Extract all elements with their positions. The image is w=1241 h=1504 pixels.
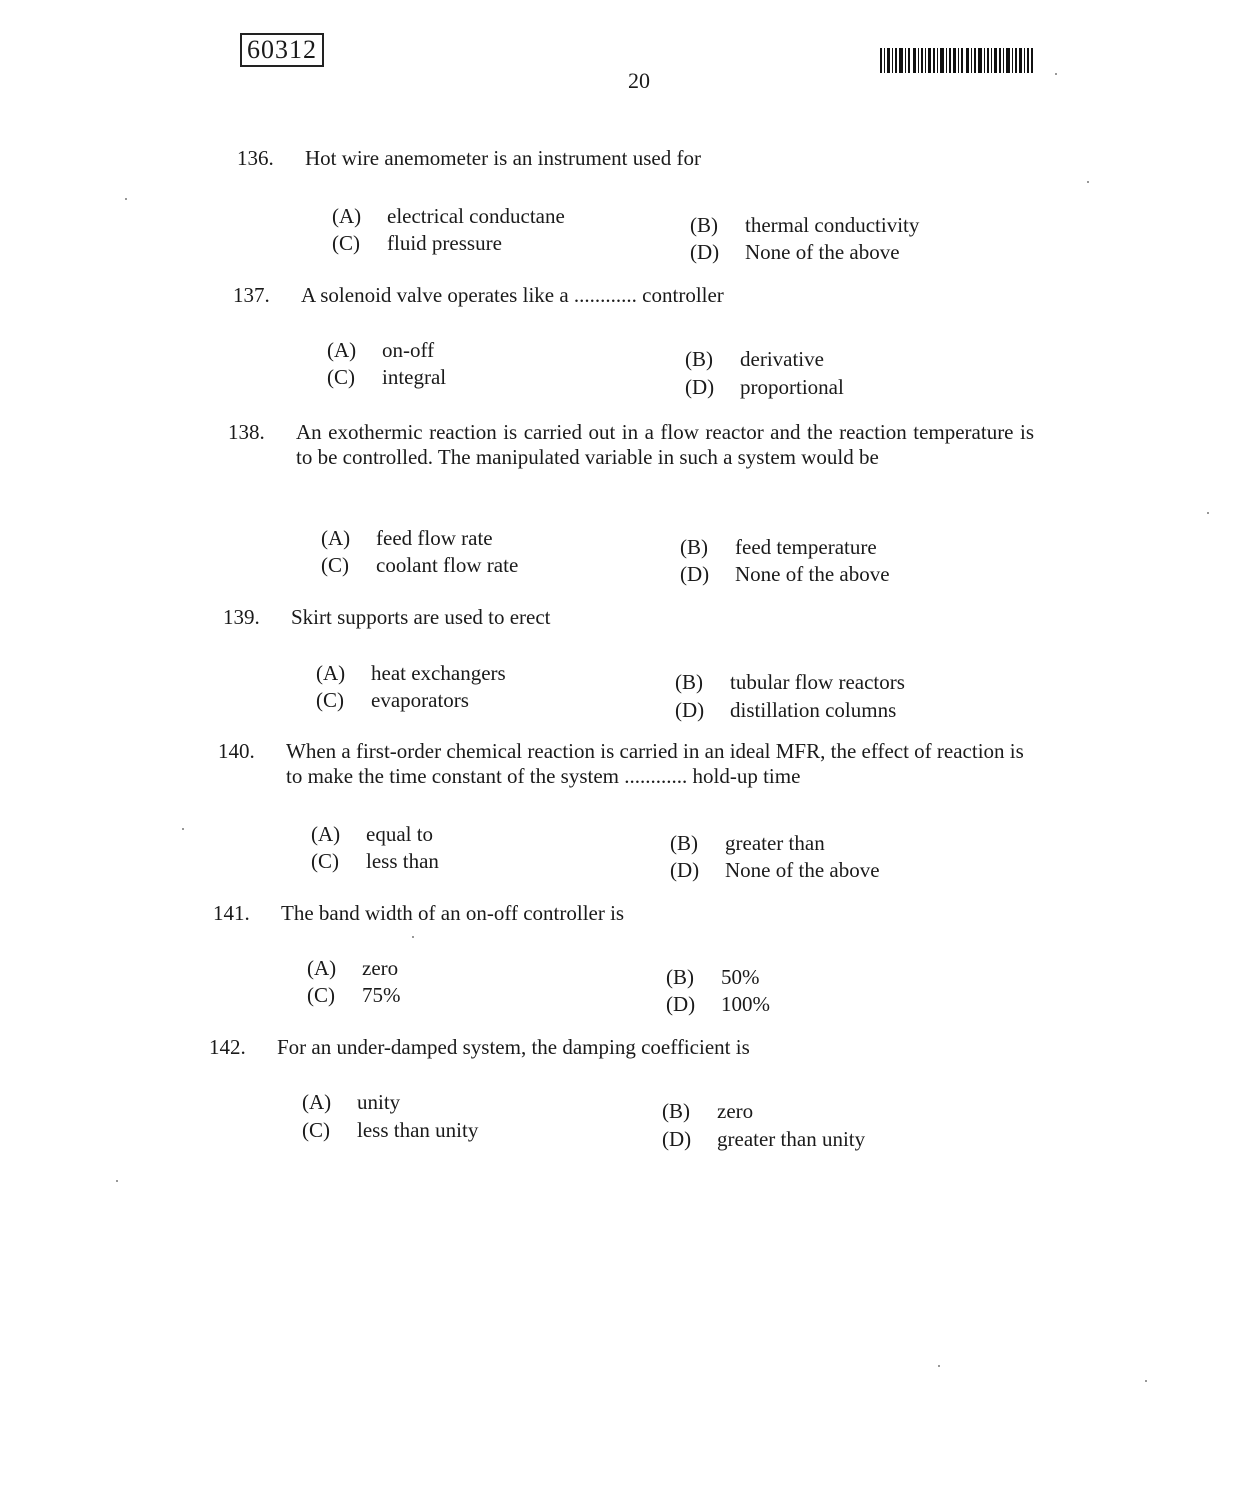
option-text: unity xyxy=(357,1090,401,1114)
option-b xyxy=(680,535,877,560)
option-letter: (D) xyxy=(670,858,700,882)
option-c xyxy=(321,553,518,578)
question-number: 140. xyxy=(218,739,255,763)
option-letter: (D) xyxy=(680,562,710,586)
question-number: 139. xyxy=(223,605,260,629)
question-number: 137. xyxy=(233,283,270,307)
option-text: thermal conductivity xyxy=(745,213,920,237)
option-letter: (A) xyxy=(311,822,341,846)
option-text: feed flow rate xyxy=(376,526,493,550)
option-text: evaporators xyxy=(371,688,469,712)
option-a xyxy=(321,526,493,551)
scan-speck xyxy=(116,1180,118,1182)
option-text: less than unity xyxy=(357,1118,479,1142)
option-a xyxy=(316,661,506,686)
option-d xyxy=(680,562,890,587)
page-number: 20 xyxy=(628,68,650,93)
option-text: 75% xyxy=(362,983,401,1007)
paper-code: 60312 xyxy=(240,33,324,67)
question-number: 138. xyxy=(228,420,265,444)
question-number: 141. xyxy=(213,901,250,925)
question-text: An exothermic reaction is carried out in a flow reactor and the reaction temperature is to be controlled. The manipulated variable in such a system would be xyxy=(296,420,1034,469)
scan-speck xyxy=(1055,73,1057,75)
question-number: 136. xyxy=(237,146,274,170)
option-letter: (C) xyxy=(307,983,335,1007)
scan-speck xyxy=(938,1365,940,1367)
option-d xyxy=(666,992,770,1017)
question-text: The band width of an on-off controller is xyxy=(281,901,625,925)
scan-speck xyxy=(412,936,414,938)
option-c xyxy=(327,365,446,390)
option-letter: (C) xyxy=(311,849,339,873)
option-text: proportional xyxy=(740,375,844,399)
barcode-image xyxy=(880,48,1033,73)
option-letter: (C) xyxy=(332,231,360,255)
option-letter: (C) xyxy=(327,365,355,389)
option-letter: (D) xyxy=(675,698,705,722)
option-text: tubular flow reactors xyxy=(730,670,905,694)
option-b xyxy=(666,965,760,990)
option-b xyxy=(662,1099,753,1124)
option-b xyxy=(675,670,905,695)
option-letter: (B) xyxy=(690,213,718,237)
scan-speck xyxy=(125,198,127,200)
option-text: None of the above xyxy=(725,858,880,882)
option-letter: (C) xyxy=(316,688,344,712)
option-b xyxy=(670,831,825,856)
option-text: less than xyxy=(366,849,439,873)
option-text: fluid pressure xyxy=(387,231,502,255)
scan-speck xyxy=(182,828,184,830)
option-letter: (B) xyxy=(680,535,708,559)
option-text: distillation columns xyxy=(730,698,897,722)
option-text: heat exchangers xyxy=(371,661,506,685)
option-text: electrical conductane xyxy=(387,204,565,228)
question-text: For an under-damped system, the damping coefficient is xyxy=(277,1035,750,1059)
option-letter: (A) xyxy=(307,956,337,980)
option-text: greater than unity xyxy=(717,1127,866,1151)
option-text: feed temperature xyxy=(735,535,877,559)
option-letter: (A) xyxy=(302,1090,332,1114)
option-b xyxy=(690,213,919,238)
option-letter: (B) xyxy=(670,831,698,855)
option-letter: (C) xyxy=(302,1118,330,1142)
option-text: None of the above xyxy=(735,562,890,586)
option-c xyxy=(316,688,469,713)
question-text: A solenoid valve operates like a ............ controller xyxy=(301,283,724,307)
option-c xyxy=(311,849,439,874)
option-text: on-off xyxy=(382,338,435,362)
option-text: coolant flow rate xyxy=(376,553,519,577)
option-letter: (A) xyxy=(327,338,357,362)
option-d xyxy=(662,1127,865,1152)
option-a xyxy=(332,204,565,229)
option-a xyxy=(311,822,433,847)
option-letter: (D) xyxy=(662,1127,692,1151)
option-c xyxy=(302,1118,478,1143)
question-number: 142. xyxy=(209,1035,246,1059)
option-letter: (B) xyxy=(666,965,694,989)
option-letter: (C) xyxy=(321,553,349,577)
question-text: Skirt supports are used to erect xyxy=(291,605,551,629)
question-text: Hot wire anemometer is an instrument used for xyxy=(305,146,701,170)
option-letter: (B) xyxy=(675,670,703,694)
option-text: 100% xyxy=(721,992,770,1016)
option-c xyxy=(307,983,401,1008)
option-d xyxy=(675,698,896,723)
option-d xyxy=(690,240,900,265)
option-text: zero xyxy=(362,956,399,980)
option-letter: (B) xyxy=(662,1099,690,1123)
option-b xyxy=(685,347,824,372)
scan-speck xyxy=(1145,1380,1147,1382)
option-text: equal to xyxy=(366,822,434,846)
option-a xyxy=(327,338,434,363)
option-a xyxy=(302,1090,400,1115)
option-letter: (D) xyxy=(690,240,720,264)
option-letter: (B) xyxy=(685,347,713,371)
option-letter: (A) xyxy=(316,661,346,685)
option-text: derivative xyxy=(740,347,824,371)
option-text: integral xyxy=(382,365,447,389)
scan-speck xyxy=(1087,181,1089,183)
option-letter: (D) xyxy=(685,375,715,399)
option-letter: (A) xyxy=(332,204,362,228)
option-text: 50% xyxy=(721,965,760,989)
option-c xyxy=(332,231,502,256)
option-letter: (D) xyxy=(666,992,696,1016)
option-a xyxy=(307,956,398,981)
option-text: None of the above xyxy=(745,240,900,264)
option-text: greater than xyxy=(725,831,825,855)
option-d xyxy=(685,375,844,400)
option-text: zero xyxy=(717,1099,754,1123)
question-text: When a first-order chemical reaction is carried in an ideal MFR, the effect of reaction is to make the time constant of the system ............ hold-up time xyxy=(286,739,1024,788)
option-d xyxy=(670,858,880,883)
scan-speck xyxy=(1207,512,1209,514)
option-letter: (A) xyxy=(321,526,351,550)
